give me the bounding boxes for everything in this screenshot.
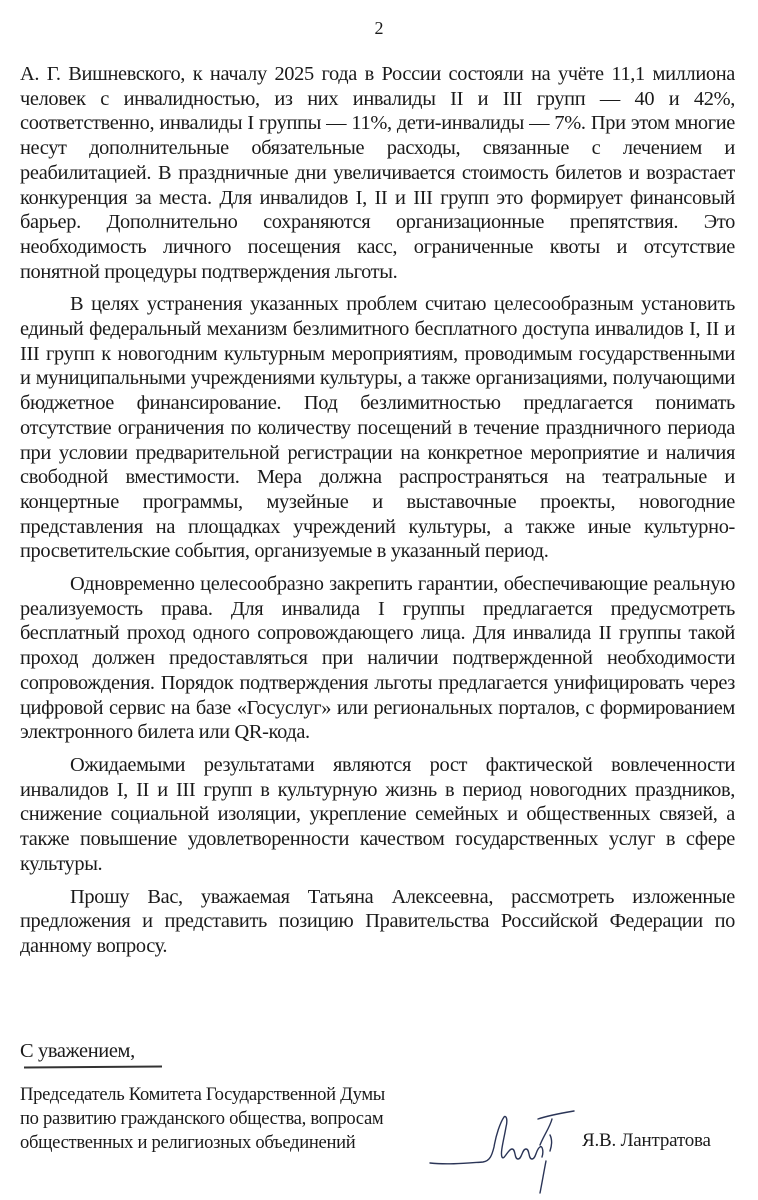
paragraph-statistics: А. Г. Вишневского, к началу 2025 года в России состояли на учёте 11,1 миллиона человек с инвалидностью, из них инвалиды II и III групп — 40 и 42%, соответственно, инвалиды I группы — 11%, дети-инвалиды — 7%. При этом многие несут дополнительные обязательные расходы, связанные с лечением и реабилитацией. В праздничные дни увеличивается стоимость билетов и возрастает конкуренция за места. Для инвалидов I, II и III групп это формирует финансовый барьер. Дополнительно сохраняются организационные препятствия. Это необходимость личного посещения касс, ограниченные квоты и отсутствие понятной процедуры подтверждения льготы.	[20, 63, 735, 283]
signer-title-line: по развитию гражданского общества, вопросам	[20, 1108, 384, 1129]
signer-title-line: Председатель Комитета Государственной Думы	[20, 1084, 385, 1105]
signer-name: Я.В. Лантратова	[582, 1130, 711, 1151]
paragraph-expected-results: Ожидаемыми результатами являются рост фактической вовлеченности инвалидов I, II и III групп в культурную жизнь в период новогодних праздников, снижение социальной изоляции, укрепление семейных и общественных связей, а также повышение удовлетворенности качеством государственных услуг в сфере культуры.	[20, 753, 735, 875]
signature-icon	[428, 1105, 578, 1195]
signer-title-line: общественных и религиозных объединений	[20, 1132, 356, 1153]
paragraph-guarantees: Одновременно целесообразно закрепить гарантии, обеспечивающие реальную реализуемость права. Для инвалида I группы предлагается предусмотреть бесплатный проход одного сопровождающего лица. Для инвалида II группы такой проход должен предоставляться при наличии подтвержденной необходимости сопровождения. Порядок подтверждения льготы предлагается унифицировать через цифровой сервис на базе «Госуслуг» или региональных порталов, с формированием электронного билета или QR-кода.	[20, 573, 735, 744]
paragraph-proposal: В целях устранения указанных проблем считаю целесообразным установить единый федеральный механизм безлимитного бесплатного доступа инвалидов I, II и III групп к новогодним культурным мероприятиям, проводимым государственными и муниципальными учреждениями культуры, а также организациями, получающими бюджетное финансирование. Под безлимитностью предлагается понимать отсутствие ограничения по количеству посещений в течение праздничного периода при условии предварительной регистрации на конкретное мероприятие и наличия свободной вместимости. Мера должна распространяться на театральные и концертные программы, музейные и выставочные проекты, новогодние представления на площадках учреждений культуры, а также иные культурно-просветительские события, организуемые в указанный период.	[20, 293, 735, 563]
signer-title	[20, 1083, 385, 1155]
paragraph-request: Прошу Вас, уважаемая Татьяна Алексеевна, рассмотреть изложенные предложения и представить позицию Правительства Российской Федерации по данному вопросу.	[20, 885, 735, 957]
closing-underline	[24, 1066, 162, 1068]
closing-salutation: С уважением,	[20, 1040, 135, 1062]
page-number: 2	[374, 18, 384, 38]
letter-body	[20, 62, 735, 959]
